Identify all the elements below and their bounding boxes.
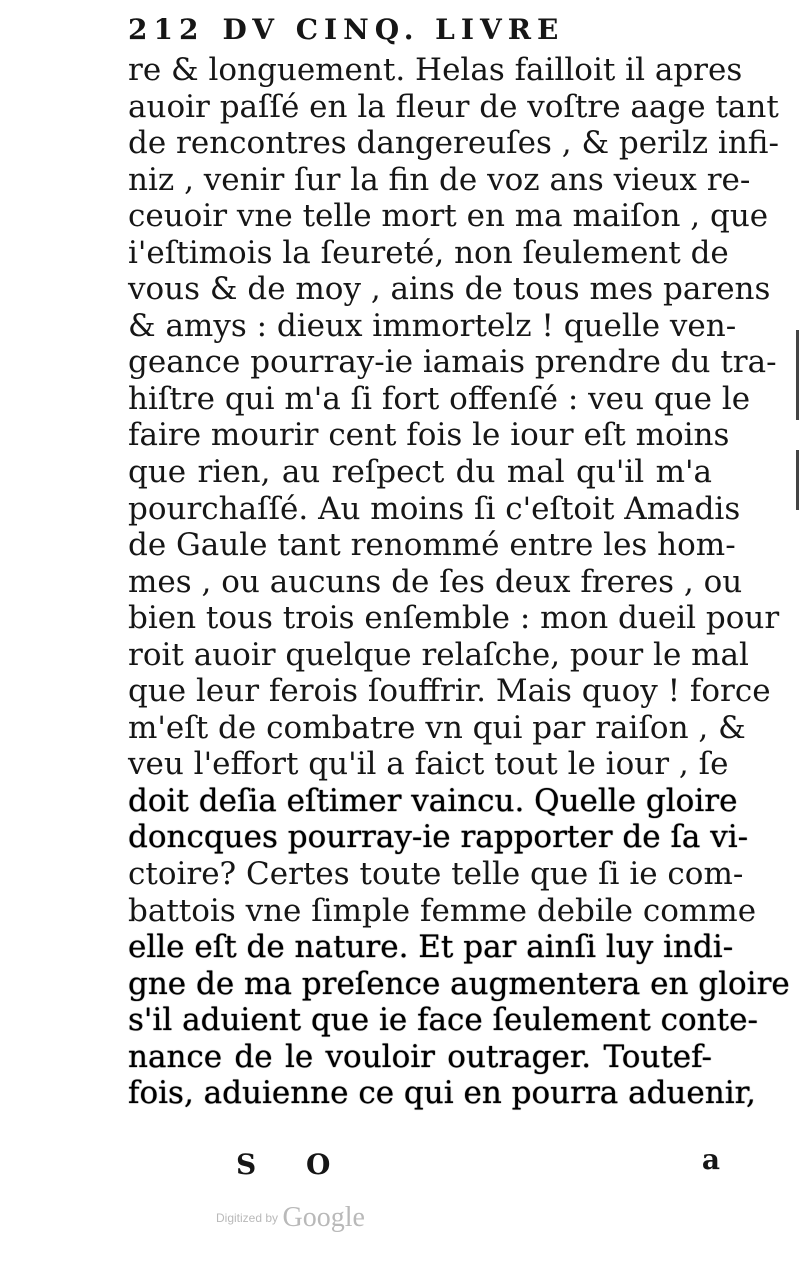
text-line: veu l'effort qu'il a faict tout le iour , ſe: [128, 746, 729, 783]
text-line: i'eſtimois la ſeureté, non ſeulement de: [128, 234, 729, 271]
text-line: gne de ma preſence augmentera en gloire: [128, 965, 790, 1002]
catchword: a: [701, 1143, 720, 1176]
text-line: doit deſia eſtimer vaincu. Quelle gloire: [128, 782, 738, 819]
text-line: & amys : dieux immortelz ! quelle ven-: [128, 307, 737, 344]
text-line: mes , ou aucuns de ſes deux freres , ou: [128, 563, 743, 600]
text-line: elle eſt de nature. Et par ainſi luy indi-: [128, 929, 734, 966]
text-line: m'eſt de combatre vn qui par raiſon , &: [128, 709, 746, 746]
scan-edge-mark: [796, 450, 799, 510]
digitized-watermark: [216, 1202, 416, 1242]
text-line: que leur ferois ſouffrir. Mais quoy ! force: [128, 673, 771, 710]
text-line: bien tous trois enſemble : mon dueil pour: [128, 600, 780, 637]
watermark-prefix: Digitized by: [216, 1211, 279, 1225]
text-line: de rencontres dangereuſes , & perilz infi-: [128, 125, 779, 162]
body-text: [128, 52, 790, 1112]
text-line: fois, aduienne ce qui en pourra aduenir,: [128, 1075, 756, 1112]
text-line: auoir paſſé en la fleur de voſtre aage tant: [128, 88, 779, 125]
text-line: battois vne ſimple femme debile comme: [128, 892, 757, 929]
text-line: ctoire? Certes toute telle que ſi ie com-: [128, 856, 744, 893]
watermark-brand: Google: [282, 1202, 365, 1233]
running-head: [128, 10, 628, 50]
text-line: hiſtre qui m'a ſi fort offenſé : veu que le: [128, 380, 751, 417]
text-line: vous & de moy , ains de tous mes parens: [128, 271, 771, 308]
text-line: niz , venir ſur la fin de voz ans vieux re-: [128, 161, 751, 198]
text-line: nance de le vouloir outrager. Toutef-: [128, 1038, 712, 1075]
running-title: DV CINQ. LIVRE: [222, 13, 565, 46]
text-line: roit auoir quelque relaſche, pour le mal: [128, 636, 749, 673]
text-line: s'il aduient que ie face ſeulement conte-: [128, 1002, 758, 1039]
text-line: ceuoir vne telle mort en ma maiſon , que: [128, 198, 769, 235]
text-line: faire mourir cent fois le iour eſt moins: [128, 417, 730, 454]
text-line: que rien, au reſpect du mal qu'il m'a: [128, 454, 712, 491]
text-line: re & longuement. Helas failloit il apres: [128, 52, 743, 88]
text-line: geance pourray-ie iamais prendre du tra-: [128, 344, 777, 381]
text-line: de Gaule tant renommé entre les hom-: [128, 527, 736, 564]
signature-mark: S O: [236, 1148, 351, 1181]
text-line: doncques pourray-ie rapporter de ſa vi-: [128, 819, 749, 856]
page-number: 212: [128, 13, 205, 46]
text-line: pourchaſſé. Au moins ſi c'eſtoit Amadis: [128, 490, 741, 527]
scan-edge-mark: [796, 330, 799, 420]
